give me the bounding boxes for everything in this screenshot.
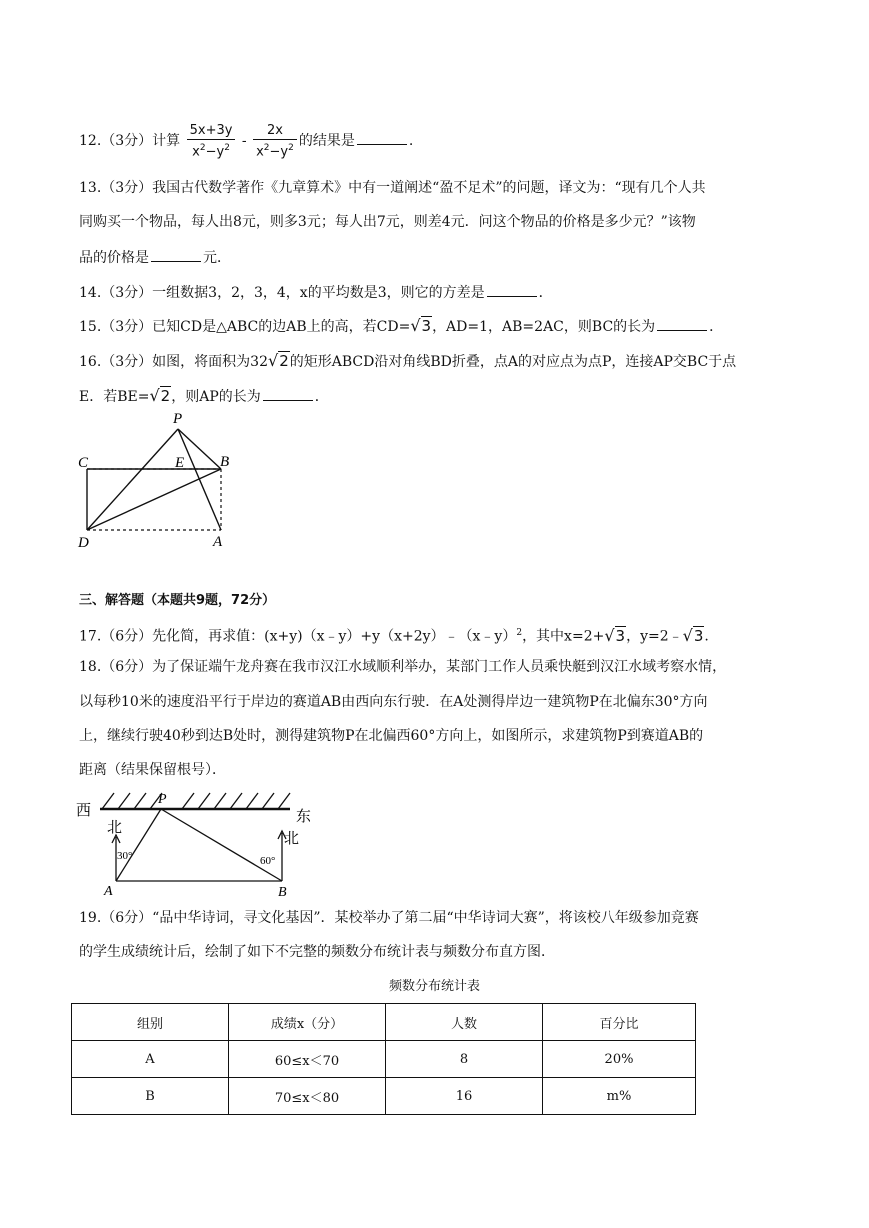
- q17-text-c: ，y=2﹣: [626, 628, 683, 645]
- table-header-row: [72, 1004, 696, 1041]
- sqrt-symbol: √3: [410, 316, 432, 335]
- label-west: 西: [76, 803, 92, 819]
- header-group: 组别: [72, 1004, 229, 1041]
- table-row: [72, 1078, 696, 1115]
- header-score: 成绩x（分）: [229, 1004, 386, 1041]
- label-B: B: [278, 885, 287, 900]
- table-caption: 频数分布统计表: [388, 979, 480, 994]
- fraction-1: [187, 122, 236, 160]
- cell-percent: 20%: [543, 1041, 696, 1078]
- q13-line-3: [79, 247, 231, 268]
- q17-text-b: ，其中x=2+: [522, 628, 605, 645]
- q13-line-1: 13.（3分）我国古代数学著作《九章算术》中有一道阐述“盈不足术”的问题，译文为：“现有几个人共: [79, 180, 706, 196]
- den-exp: 2: [288, 143, 294, 153]
- sqrt-symbol: √2: [149, 386, 171, 405]
- answer-blank: [357, 130, 407, 145]
- answer-blank: [487, 282, 537, 297]
- period: .: [704, 628, 709, 645]
- radicand: 3: [615, 626, 626, 645]
- radicand: 2: [160, 387, 171, 405]
- q16-line-1: [79, 351, 736, 372]
- cell-count: 16: [386, 1078, 543, 1115]
- question-17: [79, 623, 709, 647]
- q13-line-3-text: 品的价格是: [79, 250, 149, 266]
- q17-text-a: 17.（6分）先化简，再求值：(x+y)（x﹣y）+y（x+2y）﹣（x﹣y）: [79, 628, 517, 645]
- cell-percent: m%: [543, 1078, 696, 1115]
- label-B: B: [220, 454, 230, 470]
- q16-text-b: 的矩形ABCD沿对角线BD折叠，点A的对应点为点P，连接AP交BC于点: [289, 354, 737, 370]
- period: ．: [709, 319, 724, 335]
- fraction-1-numerator: 5x+3y: [187, 122, 236, 140]
- q16-text-c: E．若BE=: [79, 389, 150, 405]
- q16-text-a: 16.（3分）如图，将面积为32: [79, 354, 268, 370]
- label-east: 东: [296, 809, 312, 825]
- den-exp: 2: [224, 143, 230, 153]
- q15-text-a: 15.（3分）已知CD是△ABC的边AB上的高，若CD=: [79, 319, 411, 335]
- den-var-x: x: [256, 144, 264, 160]
- cell-score: 60≤x＜70: [229, 1041, 386, 1078]
- angle-label-60: 60°: [260, 855, 276, 867]
- label-E: E: [175, 455, 185, 471]
- cell-score: 70≤x＜80: [229, 1078, 386, 1115]
- q18-line-3: 上，继续行驶40秒到达B处时，测得建筑物P在北偏西60°方向上，如图所示，求建筑物P到赛道AB的: [79, 728, 704, 744]
- minus-sign: -: [241, 133, 247, 150]
- q16-line-2: [79, 386, 329, 407]
- q18-figure: [70, 785, 330, 900]
- q19-line-2: 的学生成绩统计后，绘制了如下不完整的频数分布统计表与频数分布直方图．: [79, 944, 555, 960]
- radicand: 3: [693, 626, 704, 645]
- segment-PA: [178, 429, 221, 530]
- question-14: [79, 282, 553, 303]
- fraction-2-numerator: 2x: [253, 122, 297, 140]
- exponent: 2: [516, 628, 523, 638]
- sqrt-symbol: √2: [268, 351, 289, 370]
- cell-count: 8: [386, 1041, 543, 1078]
- q12-suffix: 的结果是: [298, 133, 355, 150]
- section-heading: 三、解答题（本题共9题，72分）: [79, 593, 276, 608]
- label-P: P: [158, 792, 167, 807]
- q16-figure: [70, 405, 270, 555]
- label-north-A: 北: [107, 820, 123, 836]
- q18-line-4: 距离（结果保留根号）．: [79, 762, 226, 778]
- period: .: [408, 133, 414, 150]
- q18-line-1: 18.（6分）为了保证端午龙舟赛在我市汉江水域顺利举办，某部门工作人员乘快艇到汉江水域考察水情，: [79, 659, 727, 675]
- label-P: P: [173, 411, 183, 427]
- q18-line-2: 以每秒10米的速度沿平行于岸边的赛道AB由西向东行驶．在A处测得岸边一建筑物P在北偏东30°方向: [79, 694, 708, 710]
- den-minus-y: −y: [269, 144, 289, 160]
- sqrt-symbol: √3: [682, 625, 704, 645]
- fraction-1-denominator: [187, 140, 236, 160]
- label-A: A: [104, 884, 113, 899]
- frequency-table: [71, 1003, 696, 1115]
- header-count: 人数: [386, 1004, 543, 1041]
- answer-blank: [263, 386, 313, 401]
- cell-group: A: [72, 1041, 229, 1078]
- radicand: 2: [279, 352, 289, 370]
- label-A: A: [213, 534, 223, 550]
- answer-blank: [151, 247, 201, 262]
- q15-text-b: ，AD=1，AB=2AC，则BC的长为: [432, 319, 656, 335]
- q12-prefix: 12.（3分）计算: [79, 133, 181, 150]
- fraction-2-denominator: [253, 140, 297, 160]
- radicand: 3: [421, 317, 432, 335]
- shore-hatching: [102, 793, 290, 809]
- q13-unit: 元．: [203, 250, 231, 266]
- q13-line-2: 同购买一个物品，每人出8元，则多3元；每人出7元，则差4元．问这个物品的价格是多少元？”该物: [79, 214, 696, 230]
- den-exp: 2: [199, 143, 206, 153]
- den-var-x: x: [192, 144, 200, 160]
- question-15: [79, 316, 723, 337]
- segment-DB: [87, 469, 221, 530]
- label-C: C: [78, 455, 89, 471]
- fraction-2: [253, 122, 297, 160]
- segment-DP: [87, 429, 178, 530]
- segment-AP: [116, 809, 161, 881]
- segment-PB: [178, 429, 221, 469]
- q16-text-d: ，则AP的长为: [171, 389, 261, 405]
- q14-text: 14.（3分）一组数据3，2，3，4，x的平均数是3，则它的方差是: [79, 285, 485, 301]
- period: ．: [538, 285, 553, 301]
- den-exp: 2: [263, 143, 270, 153]
- segment-BP: [161, 809, 282, 881]
- header-percent: 百分比: [543, 1004, 696, 1041]
- label-north-B: 北: [284, 831, 300, 847]
- period: ．: [314, 389, 329, 405]
- cell-group: B: [72, 1078, 229, 1115]
- angle-label-30: 30°: [117, 850, 133, 862]
- sqrt-symbol: √3: [604, 625, 626, 645]
- den-minus-y: −y: [205, 144, 225, 160]
- table-row: [72, 1041, 696, 1078]
- question-12: [79, 122, 413, 160]
- label-D: D: [78, 535, 89, 551]
- answer-blank: [657, 316, 707, 331]
- q19-line-1: 19.（6分）“品中华诗词，寻文化基因”．某校举办了第二届“中华诗词大赛”，将该校八年级参加竞赛: [79, 910, 699, 926]
